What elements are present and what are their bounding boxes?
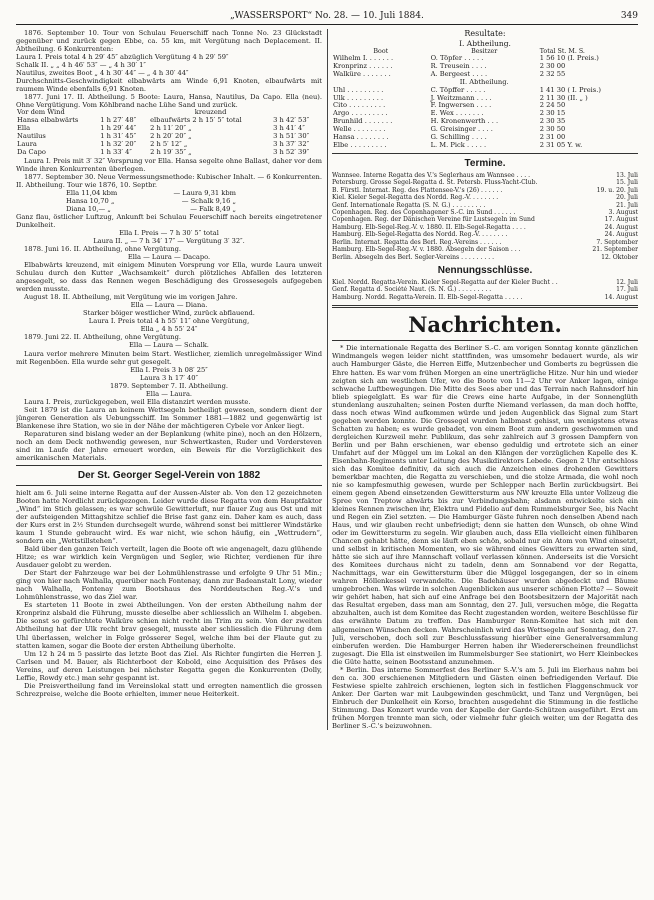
- section-title: Termine.: [464, 157, 506, 169]
- paragraph: Laura I. Preis mit 3′ 32″ Vorsprung vor Ella. Hansa segelte ohne Ballast, daher vor dem Winde ihren Konkurrenten überlegen.: [16, 156, 322, 173]
- deadlines-list: [332, 279, 638, 301]
- division-heading: I. Abtheilung.: [459, 38, 511, 48]
- results-table: [332, 48, 638, 150]
- paragraph: Der Start der Fahrzeuge war bei der Lohmühlenstrasse und erfolgte 9 Uhr 51 Min.; ging von hier nach Walhalla, querüber nach Fontenay, dann zur Badeanstalt Lony, wieder nach Walhalla, Fontenay zum Bootshaus des Norddeutschen Reg.-V.'s und Lohmühlenstrasse, wo das Ziel war.: [16, 569, 322, 602]
- result-line: Laura II. „ — 7 h 34′ 17″ — Vergütung 3′ 32″.: [93, 237, 245, 246]
- paragraph: Es starteten 11 Boote in zwei Abtheilungen. Von der ersten Abtheilung nahm der Kronprinz alsbald die Führung, musste dieselbe aber schliesslich an Wilhelm I. abgeben. Die sonst so gefürchtete Walküre schien nicht recht im Trim zu sein. Von der zweiten Abtheilung hat der Ulk recht brav gesegelt, musste aber schliesslich die Führung dem Uhl überlassen, welcher in Folge grösserer Segel, welche ihm bei der Flaute gut zu statten kamen, sogar die Boote der ersten Abtheilung überholte.: [16, 601, 322, 650]
- divider: [332, 305, 638, 308]
- list-item: Diana 10,— „ — Falk 8,49 „: [66, 204, 236, 213]
- table-row: Elbe . . . . . . . . . L. M. Pick . . . . . 2 31 05 Y. w.: [333, 140, 583, 149]
- list-item: Petersburg. Grosse Segel-Regatta d. St. Petersb. Fluss-Yacht-Club. 15. Juli: [332, 179, 638, 187]
- result-line: Ella I. Preis 3 h 08′ 25″: [130, 365, 208, 374]
- date-line: August 18. II. Abtheilung, mit Vergütung wie im vorigen Jahre.: [24, 293, 238, 302]
- paragraph: Seit 1879 ist die Laura an keinem Wettsegeln betheiligt gewesen, sondern dient der jüngeren Generation als Uebungsschiff. Im Sommer 1881—1882 und gegenwärtig ist Blankenese ihre Station, wo sie in der Nähe der mächtigeren Cybele vor Anker liegt.: [16, 405, 322, 430]
- race-time-table: [16, 109, 322, 156]
- paragraph: hielt am 6. Juli seine interne Regatta auf der Aussen-Alster ab. Von den 12 gezeichneten Booten hatte Nordlicht zurückgezogen. Leider wurde diese Regatta von dem Hauptfaktor „Wind“ im Stich gelassen; es war schwüle Gewitterluft, nur flauer Zug aus Ost und mit der aufsteigenden Mittagshitze schlief die Brise fast ganz ein. Daher kam es auch, dass der Kurs erst in 2½ Stunden durchsegelt wurde, während sonst bei mittlerer Windstärke kaum 1 Stunde gebraucht wird. Es war nicht, wie schon häufig, ein „Wettrudern“, sondern ein „Wettstillstehen“.: [16, 488, 322, 546]
- paragraph: Die Preisvertheilung fand im Vereinslokal statt und erregten namentlich die grossen Schrezpreise, welche die Boote erhielten, immer neue Heiterkeit.: [16, 681, 322, 698]
- running-title: „WASSERSPORT“ No. 28. — 10. Juli 1884.: [230, 11, 424, 21]
- list-item: Hamburg. Nordd. Regatta-Verein. II. Elb-Segel-Regatta . . . . . 14. August: [332, 293, 638, 301]
- result-line: Ella I. Preis — 7 h 30′ 5″ total: [119, 229, 219, 238]
- page-header: [16, 10, 638, 25]
- right-column: [332, 29, 638, 730]
- list-item: Hansa 10,70 „ — Schalk 9,16 „: [66, 196, 236, 205]
- result-line: Ella „ 4 h 55′ 24″: [140, 325, 198, 334]
- date-line: 1879. Juni 22. II. Abtheilung, ohne Vergütung.: [24, 333, 182, 342]
- list-item: Berlin. Internat. Regatta des Berl. Reg.-Vereins . . . . . . 7. September: [332, 238, 638, 246]
- table-head: Vor dem Wind: [17, 108, 65, 117]
- table-row: Hansa . . . . . . . . G. Schilling . . . . 2 31 00: [333, 133, 566, 142]
- paragraph: 1877. September 30. Neue Vermessungsmethode: Kubischer Inhalt. — 6 Konkurrenten. II. Abtheilung. Tour wie 1876, 10. Septbr.: [16, 172, 322, 189]
- boats-line: Ella — Laura — Dacapo.: [127, 253, 211, 262]
- boats-line: Ella — Laura.: [145, 389, 193, 398]
- divider: [332, 340, 638, 341]
- column-divider: [327, 29, 328, 730]
- paragraph: Laura I. Preis, zurückgegeben, weil Ella distanzirt werden musste.: [24, 397, 251, 406]
- divider: [16, 485, 322, 486]
- table-row: Nautilus 1 h 31′ 45″ 2 h 20′ 20″ „ 3 h 51′ 30″: [17, 132, 310, 141]
- paragraph: Starker böiger westlicher Wind, zurück abflauend.: [83, 309, 255, 318]
- boat-sizes: [16, 189, 236, 213]
- paragraph: Bald über den ganzen Teich verteilt, lagen die Boote oft wie angenagelt, dazu glühende Hitze; es war wirklich kein Vergnügen und Segler, wie Richter, verdienen für ihre Ausdauer gelobt zu werden.: [16, 545, 322, 570]
- table-row: Laura 1 h 32′ 20″ 2 h 5′ 12″ „ 3 h 37′ 32″: [17, 139, 310, 148]
- paragraph: 1877. Juni 17. II. Abtheilung. 5 Boote: Laura, Hansa, Nautilus, Da Capo. Ella (neu). Ohne Vergütigung. Vom Köhlbrand nache Lühe Sand und zurück.: [16, 93, 322, 110]
- table-row: Brunhild . . . . . . . H. Kronenwerth . . . 2 30 35: [333, 117, 566, 126]
- list-item: Hamburg. Elb-Segel-Reg.-V. v. 1880. Absegeln der Saison . . . 21. September: [332, 246, 638, 254]
- page-number: 349: [620, 11, 638, 21]
- table-row: Wilhelm I. . . . . . . O. Töpfer . . . . . 1 56 10 (I. Preis.): [333, 54, 599, 63]
- division-heading: II. Abtheilung.: [459, 77, 509, 86]
- list-item: Hamburg. Elb-Segel-Regatta des Nordd. Reg.-V. . . . . . . . 24. August: [332, 231, 638, 239]
- table-row: Walküre . . . . . . . A. Bergeest . . . . 2 32 55: [333, 69, 566, 78]
- table-row: Welle . . . . . . . . G. Greisinger . . . . 2 30 50: [333, 125, 566, 134]
- list-item: Copenhagen. Reg. des Copenhagener S.-C. im Sund . . . . . . 3. August: [332, 209, 638, 216]
- table-row: Hansa elbabwärts 1 h 27′ 48″ elbaufwärts 2 h 15′ 5″ total 3 h 42′ 53″: [17, 116, 310, 125]
- list-item: Genf. Regatta d. Société Naut. (S. N. G.) . . . . . . . . . 17. Juli: [332, 286, 638, 294]
- result-line: Laura 3 h 17′ 40″: [139, 373, 199, 382]
- date-line: 1878. Juni 16. II. Abtheilung, ohne Vergütung.: [24, 245, 182, 254]
- table-row: Ella 1 h 29′ 44″ 2 h 11′ 20″ „ 3 h 41′ 4″: [17, 124, 305, 133]
- paragraph: Ganz flau, östlicher Luftzug, Ankunft bei Schulau Feuerschiff nach bereits eingetretener Dunkelheit.: [16, 212, 322, 229]
- result-line: Laura I. Preis total 4 h 29′ 45″ abzüglich Vergütung 4 h 29′ 59″: [16, 53, 229, 62]
- paragraph: 1876. September 10. Tour von Schulau Feuerschiff nach Tonne No. 23 Glückstadt gegenüber und zurück gegen Ebbe, ca. 55 km, mit Vergütung nach Deplacement. II. Abtheilung. 6 Konkurrenten:: [16, 29, 322, 54]
- dates-list: [332, 172, 638, 261]
- list-item: Genf. Internationale Regatta (S. N. G.) . . . . . . . . . 21. Juli: [332, 201, 638, 209]
- section-title: Nennungsschlüsse.: [437, 264, 533, 276]
- table-row: Uhl . . . . . . . . . C. Töpffer . . . . . 1 41 30 ( I. Preis.): [333, 85, 601, 94]
- list-item: Kiel. Nordd. Regatta-Verein. Kieler Segel-Regatta auf der Kieler Bucht . . 12. Juli: [332, 278, 638, 286]
- result-line: Laura I. Preis total 4 h 55′ 11″ ohne Vergütung,: [88, 317, 250, 326]
- divider: [16, 465, 322, 466]
- section-title-large: Nachrichten.: [408, 312, 562, 338]
- paragraph: Reparaturen sind bislang weder an der Beplankung (white pine), noch an den Hölzern, noch an dem Deck nothwendig gewesen, nur Schwertkasten, Ruder und Vordersteven sind im Laufe der Jahre erneuert worden, ein Beweis für die Vorzüglichkeit des amerikanischen Materials.: [16, 429, 322, 462]
- list-item: Copenhagen. Reg. der Dänischen Vereine für Lustsegeln im Sund 17. August: [332, 216, 638, 224]
- list-item: Kiel. Kieler Segel-Regatta des Nordd. Reg.-V. . . . . . . . 20. Juli: [332, 194, 638, 202]
- news-paragraph: * Die internationale Regatta des Berliner S.-C. am vorigen Sonntag konnte gänzlichen Windmangels wegen leider nicht stattfinden, was umsomehr bedauert wurde, als wir auch Hamburger Gäste, die Herren Eiffe, Mutzenbecher und Gomberts zu begrüssen die Ehre hatten. Es war vom frühen Morgen an eine unerträgliche Hitze. Nur hin und wieder zeigten sich am westlichen Ufer, wo die Boote von 11—2 Uhr vor Anker lagen, einige schwache Luftbewegungen. Die Mitte des Sees aber und das Terrain nach Rahnsdorf hin blieb spiegelglatt. Es war für die Crews eine harte Aufgabe, in der Sonnenglüth stundenlang auszuhalten; seinen Posten durfte Niemand verlassen, da man doch hoffte, dass noch etwas Wind aufkommen würde und jeden Augenblick das Signal zum Start gegeben werden konnte. Die Grossegel wurden halbmast gehisst, um wenigstens etwas Schatten zu haben; es wurde gebadet, von einem Boot zum andern geschwommen und dergleichen Kurzweil mehr. Publikum, das sehr zahlreich auf 3 grossen Dampfern von Berlin und per Bahn erschienen, war ebenso geduldig und ertrotete sich an einer Umfahrt auf der Müggel um im Lokal an den Klängen der vorzüglichen Kapelle des K. Eisenbahn-Regiments unter Leitung des Musikdirektors Lebede. Gegen 2 Uhr entschloss sich das Komitee definitiv, da sich auch die Anzeichen eines drohenden Gewitters bemerkbar machten, die Regatta zu verschieben, und die stolze Armada, die wohl noch nie so kampfesmuthig gewesen, wurde per Schlepper nach Berlin zurückbugsirt. Bei einem gegen Abend einsetzenden Gewittersturm aus NW kreuzte Ella unter Vollzeug die Spree von Treptow abwärts bis zur Verbindungsbahn; alsdann entwickelte sich ein kleines Rennen zwischen ihr, Elektra und Fidelio auf dem Rummelsburger See, bis Nacht und Regen ein Ziel setzten. — Die Hamburger Gäste fuhren noch denselben Abend nach Haus, und wir glauben recht unbefriedigt; denn sie hatten den Wunsch, ob ohne Wind oder im Gewittersturm zu segeln. Wir glauben auch, dass Ella vielleicht einen fühlbaren Chancen gehabt hätte, denn sie läuft eben schön, sobald nur ein Atom von Wind einsetzt, und selbst in kritischen Momenten, wo sie während eines Gewitters zu erwarten sind, hätte sie sich auf ihre Mannschaft vollauf verlassen können. Anderseits ist die Vorsicht des Komitees durchaus nicht zu tadeln, denn am Sonnabend vor der Regatta, Nachmittags, war ein Gewittersturm über die Müggel losgegangen, der so in einem wahren Höllenkessel verwandelte. Die Badehäuser wurden abgedeckt und Bäume umgebrochen. Was würde in solchen Augenblicken aus unserer schönen Flotte? — Soweit wir gehört haben, hat sich auf eine Anfrage bei den Bootsbesitzern der Majorität nach das Resultat ergeben, dass man am Sonntag, den 27. Juli, versuchen möge, die Regatta abzuhalten, auch ist dem Komitee das Recht zugestanden worden, weitere Beschlüsse für das erwähnte Datum zu treffen. Das Hamburger Renn-Komitee hat sich mit den allgemeinen Wünschen decken. Wahrscheinlich wird das Wettsegeln auf Sonntag, den 27. Juli, verschoben, doch soll zur Beschlussfassung hierüber eine Generalversammlung einberufen werden. Die Hamburger Herren haben ihr Wiedererscheinen freundlichst zugesagt. Die Ella ist einstweilen im Rummelsburger See stationirt, wo Herr Kleinbeckes die Güte hatte, seinen Bootsstand anzunehmen.: [332, 344, 638, 666]
- paragraph: Elbabwärts kreuzend, mit einigem Minuten Vorsprung vor Ella, wurde Laura unweit Schulau durch den Kutter „Wachsamkeit“ durch plötzliches Abfallen des letzteren angesegelt, so dass das Rennen wegen Beschädigung des Grossesegels aufgegeben werden musste.: [16, 261, 322, 294]
- list-item: Hamburg. Elb-Segel-Reg.-V. v. 1880. II. Elb-Segel-Regatta . . . . 24. August: [332, 223, 638, 231]
- boats-line: Ella — Laura — Diana.: [130, 301, 208, 310]
- paragraph: Laura verlor mehrere Minuten beim Start. Westlicher, ziemlich unregelmässiger Wind mit Regenböen. Ella wurde sehr gut gesegelt.: [16, 349, 322, 366]
- result-line: Schalk II. „ „ 4 h 46′ 53″ — „ 4 h 30′ 1″: [16, 61, 146, 70]
- table-header-row: Boot Besitzer Total St. M. S.: [373, 47, 585, 55]
- list-item: Berlin. Absegeln des Berl. Segler-Vereins . . . . . . . . . 12. Oktober: [332, 253, 638, 261]
- boats-line: Ella — Laura — Schalk.: [129, 341, 209, 350]
- divider: [332, 153, 638, 154]
- left-column: [16, 29, 322, 730]
- table-row: Cito . . . . . . . . . F. Ingwersen . . . . 2 24 50: [333, 101, 566, 110]
- paragraph: Durchschnitts-Geschwindigkeit elbabwärts am Winde 6,91 Knoten, elbaufwärts mit raumem Winde ebenfalls 6,91 Knoten.: [16, 77, 322, 94]
- news-paragraph: * Berlin. Das interne Sommerfest des Berliner S.-V.'s am 5. Juli im Eierhaus nahm bei den ca. 300 erschienenen Mitgliedern und Gästen einen befriedigenden Verlauf. Die Festwiese spielte zahlreich erschienen, legten sich in festlichen Flaggenschmuck vor Anker. Der Garten war mit Laubgewinden geschmückt, und Tanz und Vergnügen, bei Einbruch der Dunkelheit ein Korso, brachten ausgedehnt die Stimmung in die festliche Stimmung. Das Konzert wurde von der Kapelle der Garde-Schützen ausgeführt. Erst am frühen Morgen trennte man sich, oder vielmehr fuhr gleich weiter, um der Regatta des Berliner S.-C.'s beizuwohnen.: [332, 665, 638, 730]
- paragraph: Um 12 h 24 m 5 passirte das letzte Boot das Ziel. Als Richter fungirten die Herren J. Carlsen und M. Bauer, als Richterboot der Kobold, eine Acquisition des Präses des Vereins, auf deren Leistungen bei nächster Regatta gegen die Konkurrenten (Dolly, Leffie, Rowdy etc.) man sehr gespannt ist.: [16, 649, 322, 682]
- table-head: kreuzend: [194, 108, 227, 117]
- list-item: B. Fürstl. Internat. Reg. des Plattensee-V.'s (26) . . . . . . 19. u. 20. Juli: [332, 186, 638, 194]
- date-line: 1879. September 7. II. Abtheilung.: [109, 381, 229, 390]
- table-row: Ulk . . . . . . . . . J. Weitzmann . . . . 2 11 30 (II. „ ): [333, 93, 588, 102]
- table-row: Da Capo 1 h 33′ 4″ 2 h 19′ 35″ „ 3 h 52′ 39″: [17, 147, 310, 156]
- table-row: Kronprinz . . . . . . R. Treusein . . . . 2 30 00: [333, 61, 566, 70]
- result-line: Nautilus, zweites Boot „ 4 h 30′ 44″ — „ 4 h 30′ 44″: [16, 69, 189, 78]
- list-item: Wannsee. Interne Regatta des V.'s Seglerhaus am Wannsee . . . . 13. Juli: [332, 171, 638, 179]
- list-item: Ella 11,04 kbm — Laura 9,31 kbm: [66, 188, 236, 197]
- table-row: Argo . . . . . . . . . E. Wex . . . . . . . 2 30 15: [333, 109, 566, 118]
- article-title: Der St. Georger Segel-Verein von 1882: [77, 469, 261, 481]
- results-title: Resultate:: [464, 29, 506, 38]
